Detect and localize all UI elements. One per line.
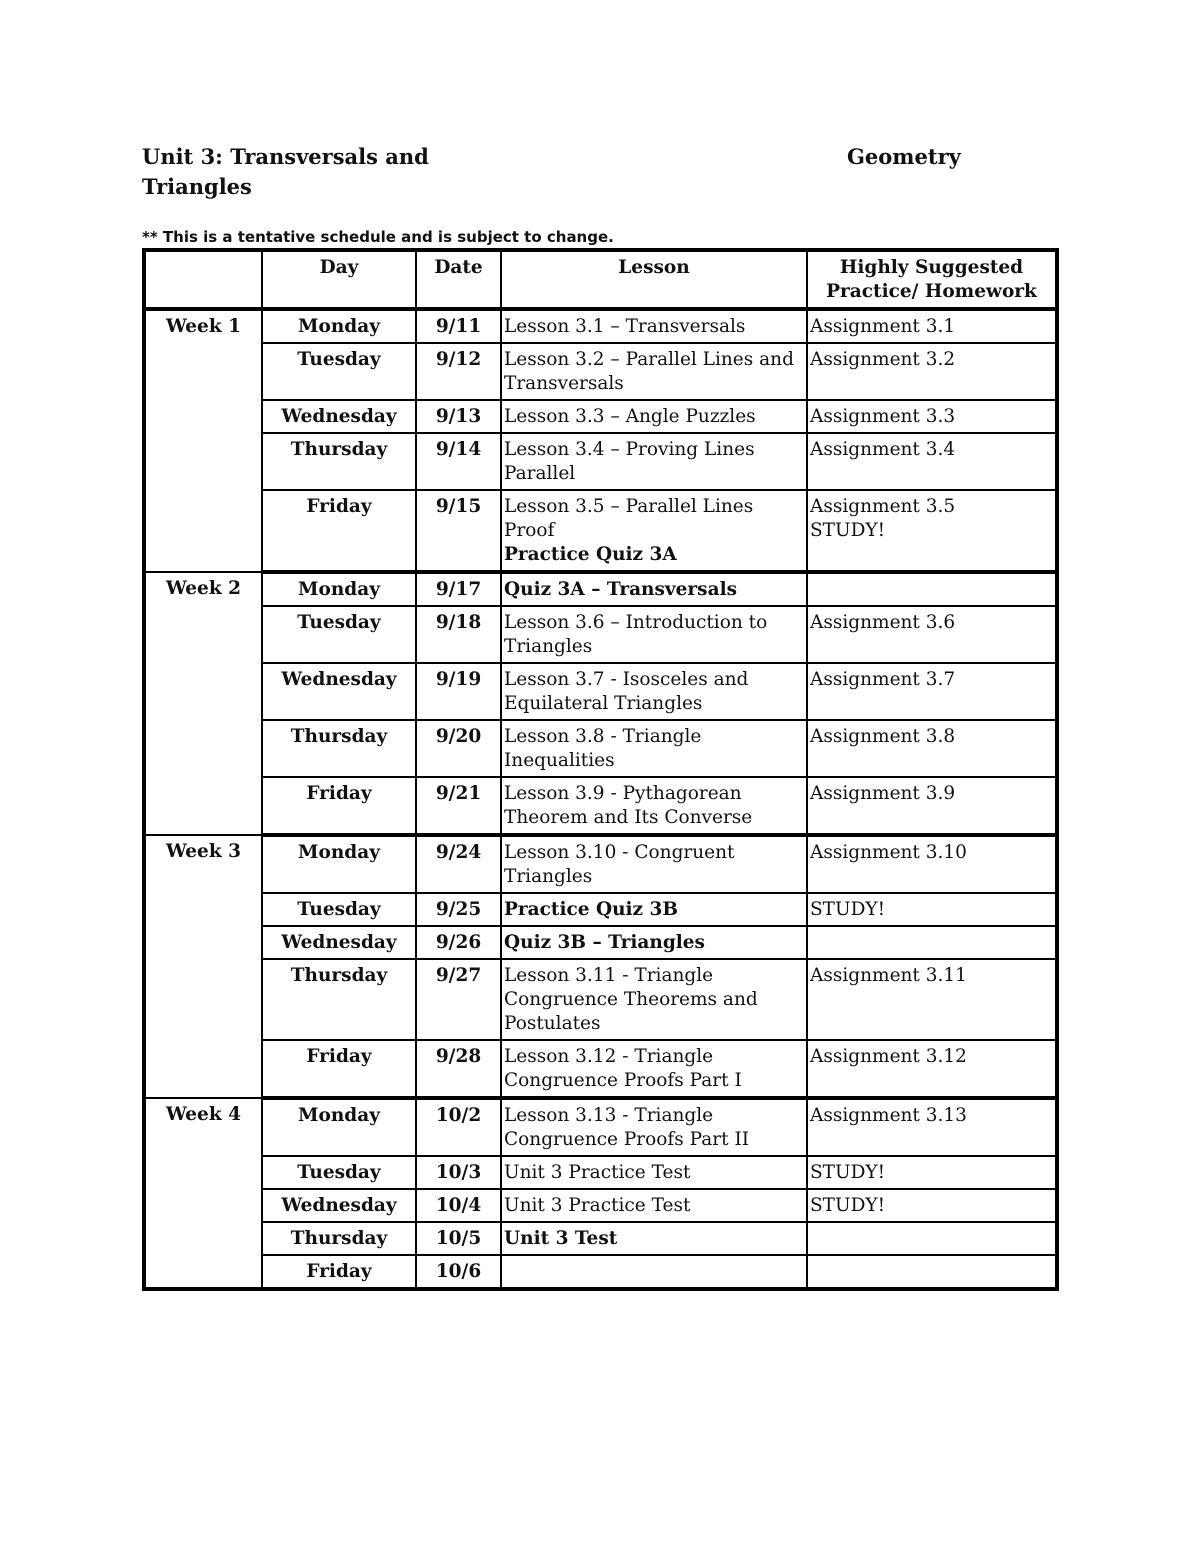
day-cell: Friday	[262, 1255, 416, 1289]
table-row	[144, 893, 1057, 926]
date-cell: 9/27	[416, 959, 501, 1040]
lesson-cell	[501, 1098, 807, 1156]
table-row	[144, 1189, 1057, 1222]
homework-text: Assignment 3.6	[810, 612, 956, 633]
table-row	[144, 343, 1057, 400]
homework-cell	[807, 433, 1057, 490]
day-cell: Friday	[262, 777, 416, 835]
table-row	[144, 1098, 1057, 1156]
day-cell: Tuesday	[262, 606, 416, 663]
page-title: Unit 3: Transversals and Triangles	[142, 144, 429, 199]
lesson-text: Lesson 3.7 - Isosceles and Equilateral Triangles	[504, 669, 749, 714]
date-cell: 9/14	[416, 433, 501, 490]
lesson-text: Lesson 3.9 - Pythagorean Theorem and Its Converse	[504, 783, 753, 828]
date-cell: 9/13	[416, 400, 501, 433]
homework-text: STUDY!	[810, 1162, 886, 1183]
day-cell: Thursday	[262, 433, 416, 490]
table-row	[144, 1222, 1057, 1255]
lesson-cell	[501, 777, 807, 835]
homework-text: Assignment 3.9	[810, 783, 956, 804]
table-row	[144, 959, 1057, 1040]
table-row	[144, 400, 1057, 433]
date-cell: 9/19	[416, 663, 501, 720]
lesson-cell	[501, 490, 807, 572]
lesson-cell	[501, 433, 807, 490]
day-cell: Monday	[262, 309, 416, 343]
lesson-cell	[501, 309, 807, 343]
day-cell: Thursday	[262, 720, 416, 777]
week-label: Week 4	[144, 1098, 262, 1289]
homework-cell	[807, 400, 1057, 433]
date-cell: 9/20	[416, 720, 501, 777]
lesson-cell	[501, 1156, 807, 1189]
homework-cell	[807, 720, 1057, 777]
lesson-text: Lesson 3.3 – Angle Puzzles	[504, 406, 756, 427]
schedule-table	[142, 248, 1059, 1291]
lesson-bold-text: Practice Quiz 3B	[504, 899, 679, 920]
lesson-text: Unit 3 Practice Test	[504, 1162, 691, 1183]
day-cell: Tuesday	[262, 893, 416, 926]
table-row	[144, 490, 1057, 572]
table-row	[144, 926, 1057, 959]
column-header-day: Day	[262, 250, 416, 309]
lesson-cell	[501, 720, 807, 777]
homework-cell	[807, 1156, 1057, 1189]
lesson-cell	[501, 926, 807, 959]
lesson-text: Unit 3 Practice Test	[504, 1195, 691, 1216]
homework-cell	[807, 1255, 1057, 1289]
lesson-bold-text: Quiz 3B – Triangles	[504, 932, 705, 953]
lesson-bold-text: Unit 3 Test	[504, 1228, 618, 1249]
homework-text: Assignment 3.4	[810, 439, 956, 460]
week-label: Week 3	[144, 835, 262, 1098]
homework-text: Assignment 3.13	[810, 1105, 967, 1126]
homework-cell	[807, 490, 1057, 572]
lesson-cell	[501, 1189, 807, 1222]
table-row	[144, 720, 1057, 777]
day-cell: Friday	[262, 490, 416, 572]
lesson-bold-text: Practice Quiz 3A	[504, 544, 677, 565]
lesson-text: Lesson 3.11 - Triangle Congruence Theorems and Postulates	[504, 965, 758, 1034]
lesson-cell	[501, 606, 807, 663]
homework-cell	[807, 606, 1057, 663]
homework-cell	[807, 893, 1057, 926]
homework-cell	[807, 663, 1057, 720]
lesson-text: Lesson 3.12 - Triangle Congruence Proofs Part I	[504, 1046, 742, 1091]
homework-cell	[807, 1098, 1057, 1156]
homework-text: Assignment 3.10	[810, 842, 967, 863]
day-cell: Wednesday	[262, 1189, 416, 1222]
lesson-bold-text: Quiz 3A – Transversals	[504, 579, 738, 600]
lesson-cell	[501, 400, 807, 433]
table-row	[144, 1156, 1057, 1189]
week-label: Week 2	[144, 572, 262, 835]
homework-cell	[807, 1222, 1057, 1255]
date-cell: 9/21	[416, 777, 501, 835]
date-cell: 9/15	[416, 490, 501, 572]
subject-label: Geometry	[847, 144, 961, 169]
day-cell: Friday	[262, 1040, 416, 1098]
homework-cell	[807, 343, 1057, 400]
schedule-body	[144, 309, 1057, 1289]
homework-text-secondary: STUDY!	[810, 520, 886, 541]
table-row	[144, 309, 1057, 343]
day-cell: Tuesday	[262, 1156, 416, 1189]
day-cell: Tuesday	[262, 343, 416, 400]
lesson-cell	[501, 893, 807, 926]
lesson-text: Lesson 3.8 - Triangle Inequalities	[504, 726, 702, 771]
date-cell: 9/26	[416, 926, 501, 959]
homework-text: Assignment 3.2	[810, 349, 956, 370]
date-cell: 9/11	[416, 309, 501, 343]
table-row	[144, 433, 1057, 490]
homework-cell	[807, 959, 1057, 1040]
date-cell: 9/28	[416, 1040, 501, 1098]
column-header-date: Date	[416, 250, 501, 309]
schedule-note: ** This is a tentative schedule and is subject to change.	[142, 228, 614, 246]
day-cell: Wednesday	[262, 400, 416, 433]
homework-text: Assignment 3.3	[810, 406, 956, 427]
day-cell: Wednesday	[262, 926, 416, 959]
date-cell: 10/5	[416, 1222, 501, 1255]
homework-cell	[807, 309, 1057, 343]
table-row	[144, 572, 1057, 606]
homework-cell	[807, 572, 1057, 606]
lesson-text: Lesson 3.5 – Parallel Lines Proof	[504, 496, 754, 541]
day-cell: Monday	[262, 572, 416, 606]
homework-cell	[807, 835, 1057, 893]
lesson-text: Lesson 3.6 – Introduction to Triangles	[504, 612, 768, 657]
date-cell: 9/24	[416, 835, 501, 893]
table-row	[144, 835, 1057, 893]
table-row	[144, 606, 1057, 663]
homework-cell	[807, 1189, 1057, 1222]
lesson-text: Lesson 3.1 – Transversals	[504, 316, 746, 337]
lesson-cell	[501, 663, 807, 720]
table-header-row	[144, 250, 1057, 309]
day-cell: Thursday	[262, 959, 416, 1040]
date-cell: 9/17	[416, 572, 501, 606]
lesson-cell	[501, 835, 807, 893]
date-cell: 10/2	[416, 1098, 501, 1156]
homework-cell	[807, 1040, 1057, 1098]
column-header-homework: Highly Suggested Practice/ Homework	[807, 250, 1057, 309]
day-cell: Monday	[262, 835, 416, 893]
date-cell: 9/12	[416, 343, 501, 400]
date-cell: 10/6	[416, 1255, 501, 1289]
date-cell: 10/4	[416, 1189, 501, 1222]
column-header-lesson: Lesson	[501, 250, 807, 309]
lesson-text: Lesson 3.4 – Proving Lines Parallel	[504, 439, 755, 484]
homework-text: Assignment 3.12	[810, 1046, 967, 1067]
table-row	[144, 663, 1057, 720]
table-row	[144, 1040, 1057, 1098]
homework-text: Assignment 3.11	[810, 965, 967, 986]
date-cell: 9/25	[416, 893, 501, 926]
lesson-text: Lesson 3.13 - Triangle Congruence Proofs Part II	[504, 1105, 750, 1150]
date-cell: 9/18	[416, 606, 501, 663]
lesson-text: Lesson 3.2 – Parallel Lines and Transversals	[504, 349, 794, 394]
table-row	[144, 1255, 1057, 1289]
homework-cell	[807, 777, 1057, 835]
lesson-cell	[501, 343, 807, 400]
homework-text: STUDY!	[810, 899, 886, 920]
date-cell: 10/3	[416, 1156, 501, 1189]
lesson-cell	[501, 1222, 807, 1255]
lesson-text: Lesson 3.10 - Congruent Triangles	[504, 842, 735, 887]
week-label: Week 1	[144, 309, 262, 572]
lesson-cell	[501, 959, 807, 1040]
day-cell: Wednesday	[262, 663, 416, 720]
lesson-cell	[501, 572, 807, 606]
homework-cell	[807, 926, 1057, 959]
lesson-cell	[501, 1255, 807, 1289]
homework-text: Assignment 3.1	[810, 316, 956, 337]
lesson-cell	[501, 1040, 807, 1098]
day-cell: Monday	[262, 1098, 416, 1156]
homework-text: Assignment 3.8	[810, 726, 956, 747]
homework-text: STUDY!	[810, 1195, 886, 1216]
day-cell: Thursday	[262, 1222, 416, 1255]
table-row	[144, 777, 1057, 835]
column-header-week	[144, 250, 262, 309]
homework-text: Assignment 3.7	[810, 669, 956, 690]
homework-text: Assignment 3.5	[810, 496, 956, 517]
